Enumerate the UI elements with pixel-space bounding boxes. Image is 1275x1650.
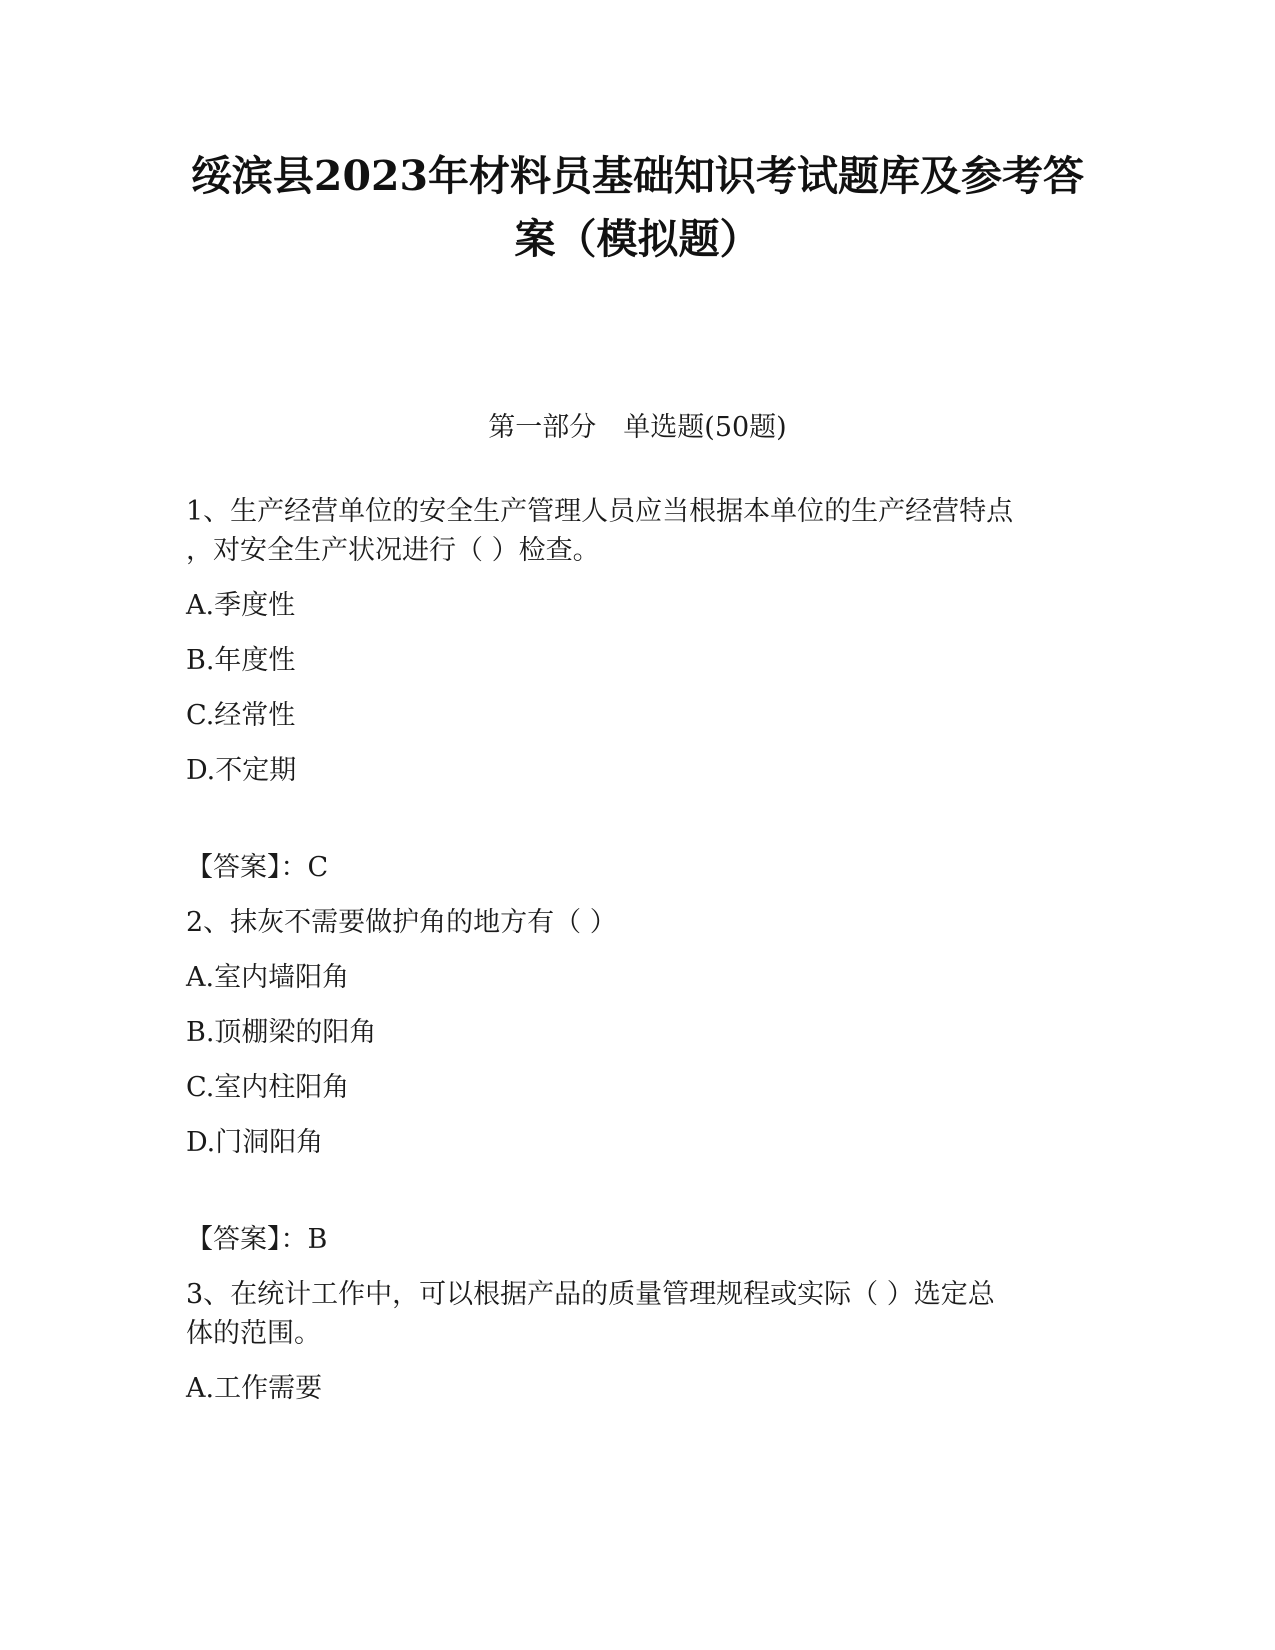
question-2-answer: 【答案】：B <box>186 1224 328 1255</box>
title-line-2: 案（模拟题） <box>514 215 761 263</box>
question-1-option-a: A.季度性 <box>186 590 296 621</box>
question-1-option-b: B.年度性 <box>186 645 296 676</box>
question-3-stem-line-1: 3、在统计工作中，可以根据产品的质量管理规程或实际（ ）选定总 <box>186 1279 995 1310</box>
question-1-option-c: C.经常性 <box>186 700 296 731</box>
question-2-option-b: B.顶棚梁的阳角 <box>186 1017 377 1048</box>
question-1-option-d: D.不定期 <box>186 755 297 786</box>
question-2-option-c: C.室内柱阳角 <box>186 1072 350 1103</box>
document-title <box>150 145 1125 271</box>
question-1-answer: 【答案】：C <box>186 852 329 883</box>
title-line-1: 绥滨县2023年材料员基础知识考试题库及参考答 <box>190 152 1085 200</box>
question-2-option-d: D.门洞阳角 <box>186 1127 324 1158</box>
section-heading: 第一部分 单选题(50题) <box>488 412 787 443</box>
question-3-option-a: A.工作需要 <box>186 1373 323 1404</box>
question-1-stem-line-1: 1、生产经营单位的安全生产管理人员应当根据本单位的生产经营特点 <box>186 496 1014 527</box>
question-3-stem-line-2: 体的范围。 <box>186 1318 321 1349</box>
question-2-stem-line-1: 2、抹灰不需要做护角的地方有（ ） <box>186 907 617 938</box>
question-2-option-a: A.室内墙阳角 <box>186 962 350 993</box>
question-1-stem-line-2: ，对安全生产状况进行（ ）检查。 <box>186 535 600 566</box>
